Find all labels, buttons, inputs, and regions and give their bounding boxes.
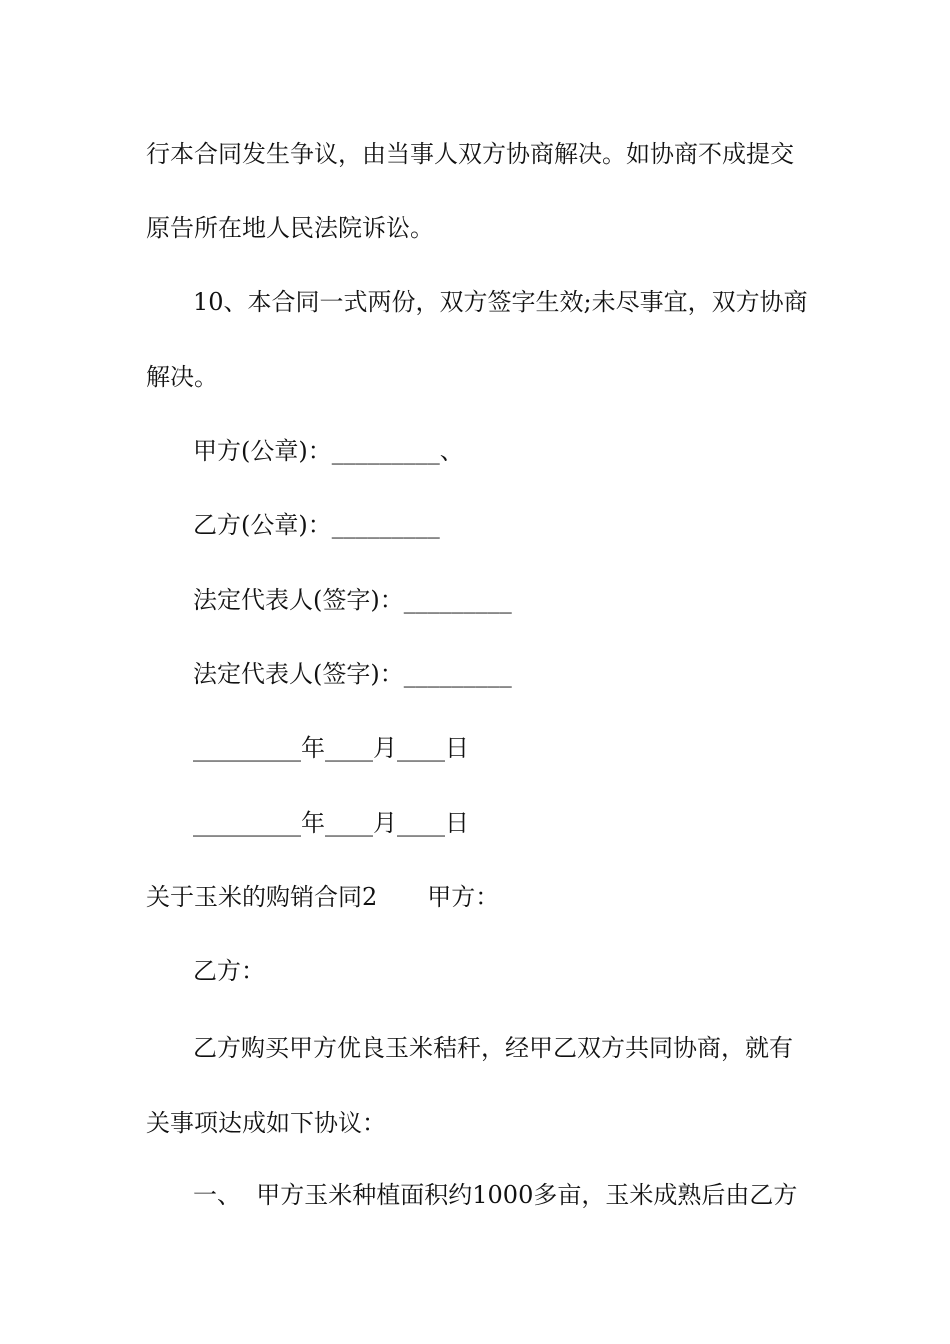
contract-2-intro-line: 乙方购买甲方优良玉米秸秆，经甲乙双方共同协商，就有 [193, 1034, 793, 1062]
paragraph-line: 行本合同发生争议，由当事人双方协商解决。如协商不成提交 [146, 140, 794, 168]
party-b-seal-line: 乙方(公章)：_________ [193, 511, 440, 539]
party-a-seal-line: 甲方(公章)：_________、 [193, 437, 464, 465]
date-line: _________年____月____日 [193, 734, 469, 762]
contract-2-heading-line [146, 882, 499, 912]
date-line: _________年____月____日 [193, 809, 469, 837]
contract-2-party-b: 乙方： [193, 957, 265, 985]
contract-2-intro-line: 关事项达成如下协议： [146, 1109, 386, 1137]
legal-representative-signature-line: 法定代表人(签字)：_________ [193, 660, 512, 688]
clause-10: 10、本合同一式两份，双方签字生效;未尽事宜，双方协商 [193, 288, 808, 316]
contract-2-clause-1: 一、 甲方玉米种植面积约1000多亩，玉米成熟后由乙方 [193, 1181, 798, 1209]
contract-2-title: 关于玉米的购销合同2 [146, 883, 378, 911]
contract-2-party-a: 甲方： [427, 883, 500, 911]
paragraph-line: 解决。 [146, 363, 218, 391]
paragraph-line: 原告所在地人民法院诉讼。 [146, 214, 434, 242]
legal-representative-signature-line: 法定代表人(签字)：_________ [193, 586, 512, 614]
